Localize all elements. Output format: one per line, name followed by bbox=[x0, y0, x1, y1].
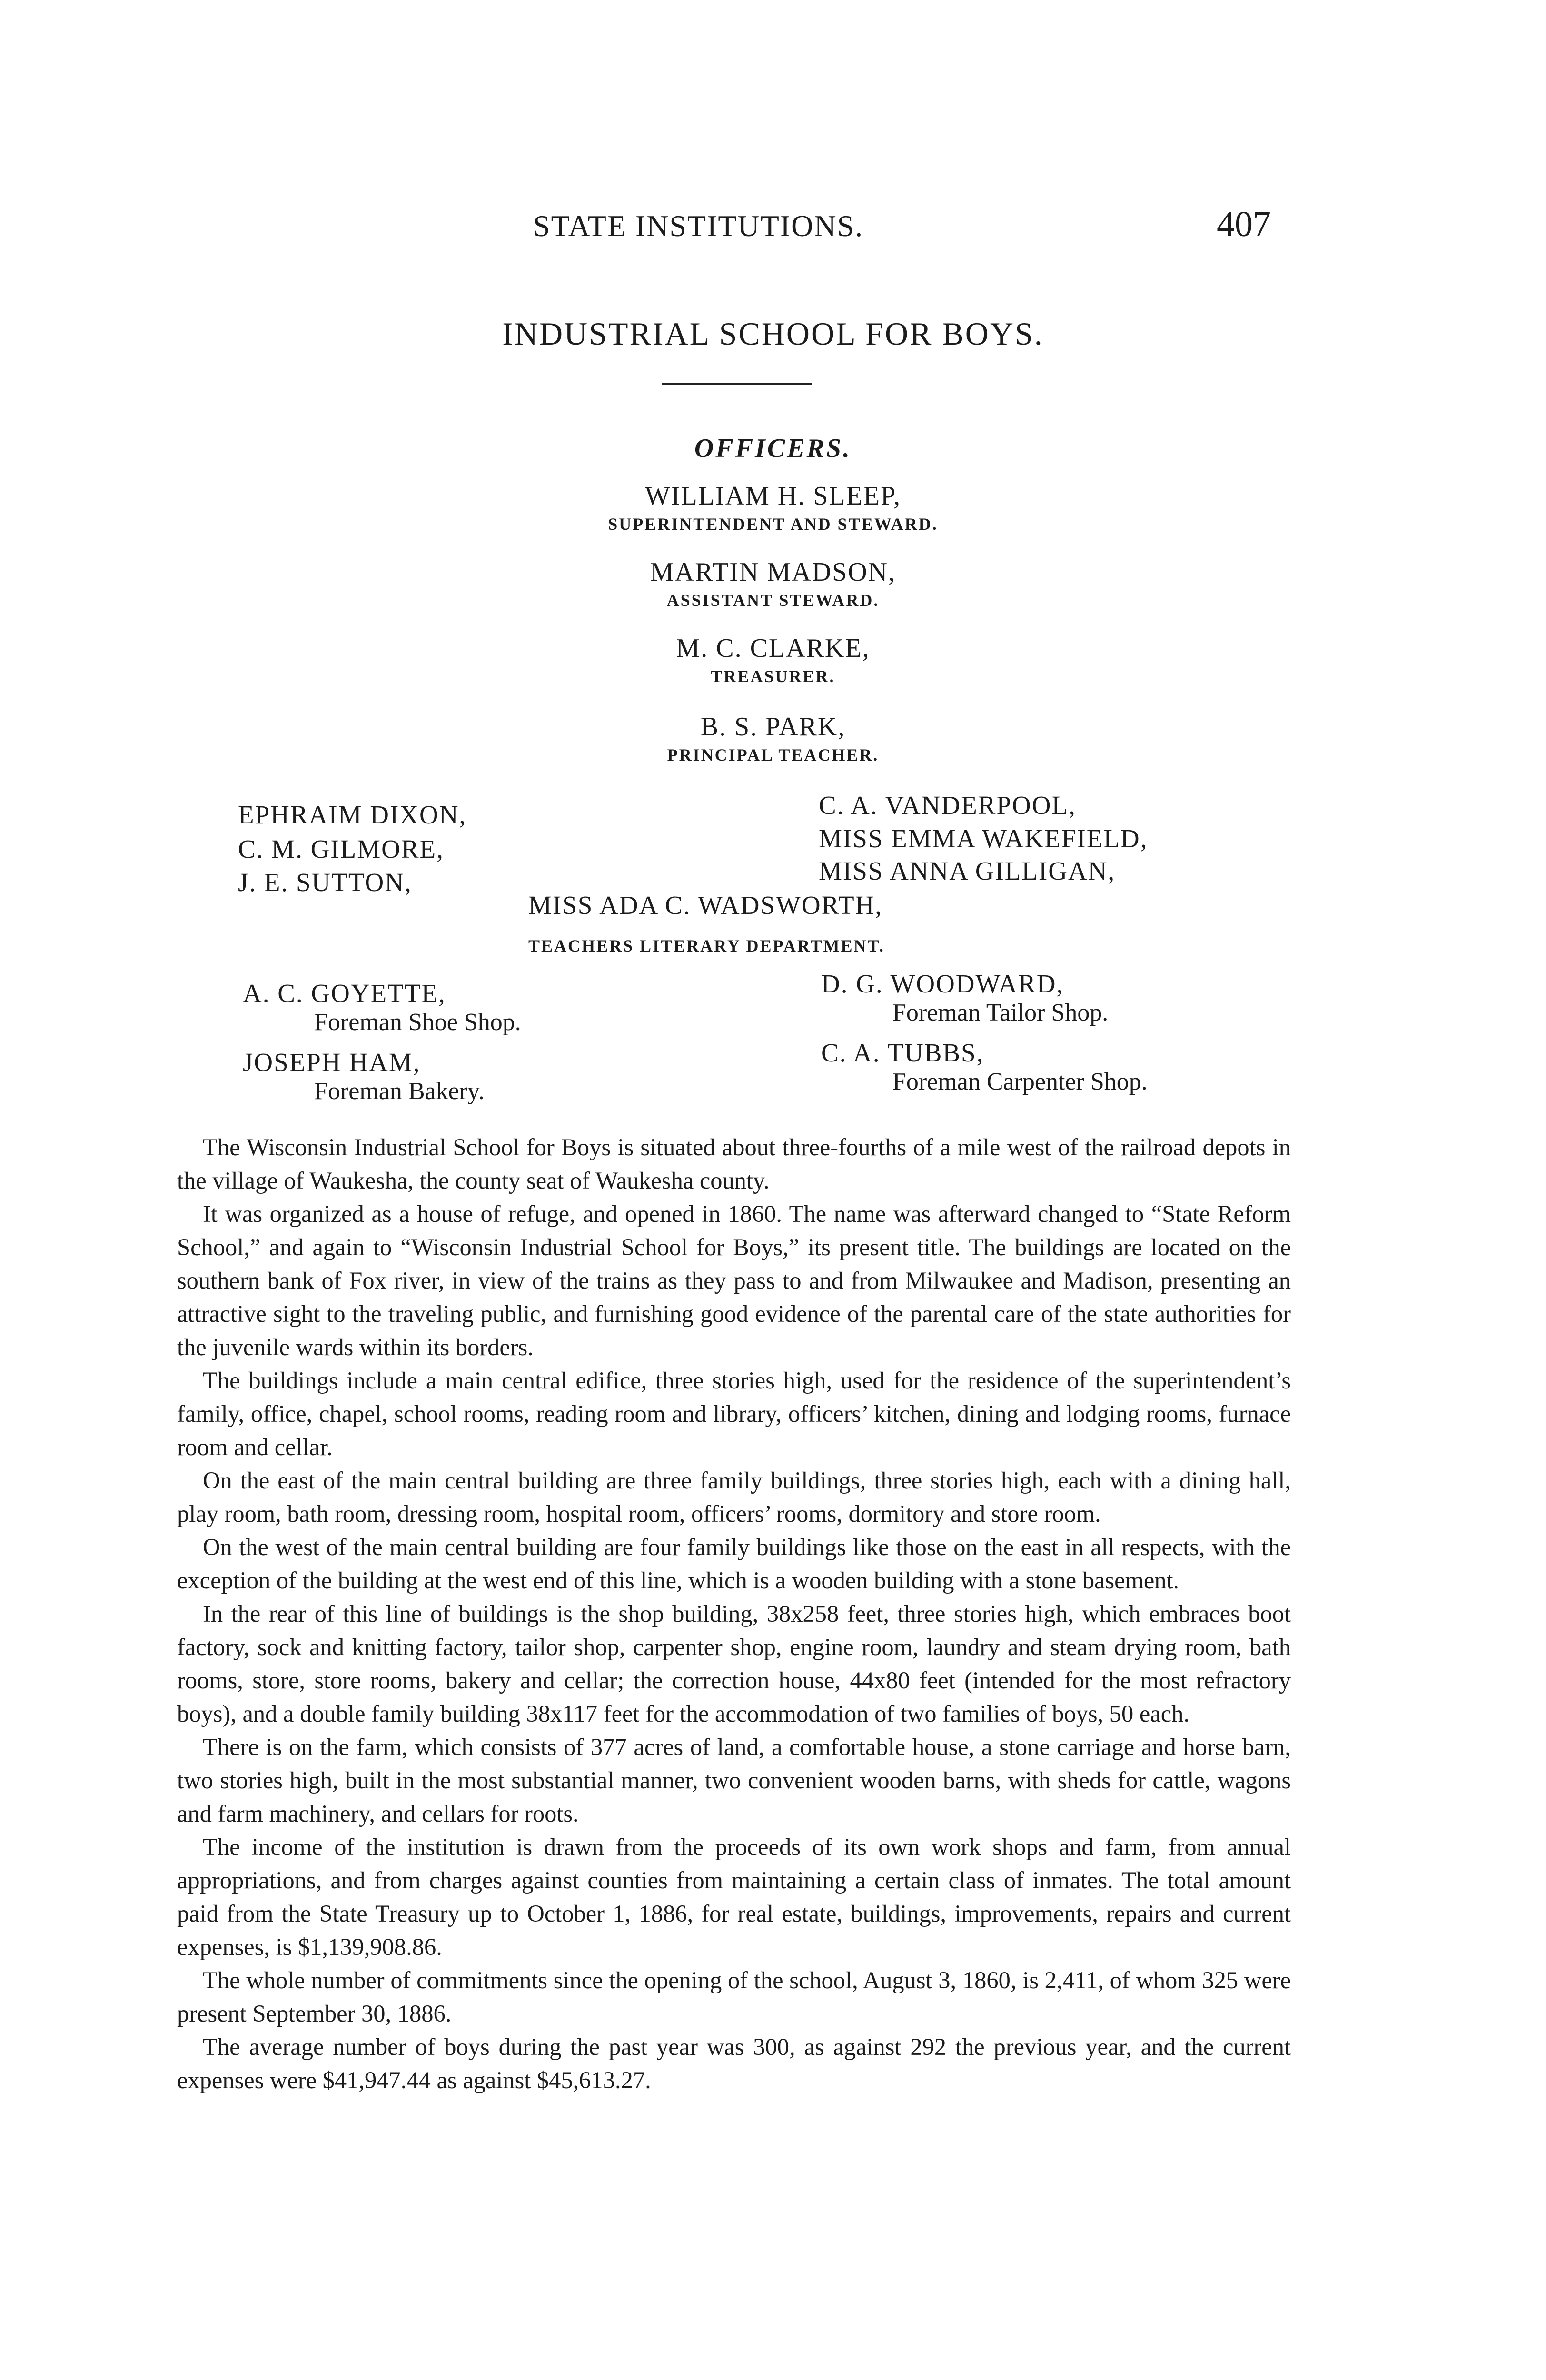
body-text bbox=[177, 1130, 1291, 2097]
teacher-name: EPHRAIM DIXON, bbox=[238, 800, 467, 829]
paragraph: The income of the institution is drawn from the proceeds of its own work shops and farm, from annual appropriations, and from charges against counties from maintaining a certain class of inmates. The total amount paid from the State Treasury up to October 1, 1886, for real estate, buildings, improvements, repairs and current expenses, is $1,139,908.86. bbox=[177, 1834, 1291, 1960]
foreman-role: Foreman Bakery. bbox=[314, 1078, 485, 1105]
officer-entry bbox=[0, 481, 1546, 534]
foreman-role: Foreman Tailor Shop. bbox=[892, 999, 1109, 1026]
foreman-name: C. A. TUBBS, bbox=[821, 1038, 984, 1067]
paragraph: In the rear of this line of buildings is the shop building, 38x258 feet, three stories high, which embraces boot factory, sock and knitting factory, tailor shop, carpenter shop, engine room, laundry and steam drying room, bath rooms, store, store rooms, bakery and cellar; the correction house, 44x80 feet (intended for the most refractory boys), and a double family building 38x117 feet for the accommodation of two families of boys, 50 each. bbox=[177, 1600, 1291, 1727]
paragraph: On the east of the main central building are three family buildings, three stories high, each with a dining hall, play room, bath room, dressing room, hospital room, officers’ rooms, dormitory and store room. bbox=[177, 1467, 1291, 1527]
officer-title: SUPERINTENDENT AND STEWARD. bbox=[608, 515, 938, 534]
officer-entry bbox=[0, 633, 1546, 686]
paragraph: The buildings include a main central edifice, three stories high, used for the residence of the superintendent’s family, office, chapel, school rooms, reading room and library, officers’ kitchen, dining and lodging rooms, furnace room and cellar. bbox=[177, 1367, 1291, 1460]
paragraph: It was organized as a house of refuge, and opened in 1860. The name was afterward changed to “State Reform School,” and again to “Wisconsin Industrial School for Boys,” its present title. The buildings are located on the southern bank of Fox river, in view of the trains as they pass to and from Milwaukee and Madison, presenting an attractive sight to the traveling public, and furnishing good evidence of the parental care of the state authorities for the juvenile wards within its borders. bbox=[177, 1200, 1291, 1360]
running-head: STATE INSTITUTIONS. bbox=[533, 209, 864, 243]
officer-title: PRINCIPAL TEACHER. bbox=[667, 745, 879, 764]
foreman-entry bbox=[821, 969, 1108, 1027]
foreman-name: A. C. GOYETTE, bbox=[243, 979, 446, 1008]
foreman-entry bbox=[821, 1038, 1148, 1096]
foreman-name: D. G. WOODWARD, bbox=[821, 969, 1064, 998]
officer-title: TREASURER. bbox=[711, 667, 835, 686]
teacher-name: J. E. SUTTON, bbox=[238, 868, 412, 897]
foreman-entry bbox=[243, 1047, 485, 1105]
teacher-name: MISS ANNA GILLIGAN, bbox=[819, 856, 1116, 885]
officer-title: ASSISTANT STEWARD. bbox=[666, 591, 880, 610]
officer-name: MARTIN MADSON, bbox=[650, 557, 896, 587]
paragraph: The Wisconsin Industrial School for Boys is situated about three-fourths of a mile west of the railroad depots in the village of Waukesha, the county seat of Waukesha county. bbox=[177, 1134, 1291, 1194]
teacher-name: C. A. VANDERPOOL, bbox=[819, 791, 1076, 820]
officer-name: B. S. PARK, bbox=[700, 712, 846, 742]
teacher-name: C. M. GILMORE, bbox=[238, 834, 444, 863]
paragraph: The average number of boys during the past year was 300, as against 292 the previous year, and the current expenses were $41,947.44 as against $45,613.27. bbox=[177, 2033, 1291, 2093]
title-rule bbox=[662, 383, 812, 385]
paragraph: On the west of the main central building are four family buildings like those on the east in all respects, with the exception of the building at the west end of this line, which is a wooden building with a stone basement. bbox=[177, 1534, 1291, 1594]
page-number: 407 bbox=[1217, 204, 1271, 244]
paragraph: The whole number of commitments since the opening of the school, August 3, 1860, is 2,411, of whom 325 were present September 30, 1886. bbox=[177, 1967, 1291, 2027]
teacher-name: MISS ADA C. WADSWORTH, bbox=[528, 891, 883, 920]
paragraph: There is on the farm, which consists of 377 acres of land, a comfortable house, a stone carriage and horse barn, two stories high, built in the most substantial manner, two convenient wooden barns, with sheds for cattle, wagons and farm machinery, and cellars for roots. bbox=[177, 1734, 1291, 1827]
foreman-entry bbox=[243, 978, 521, 1036]
page-title: INDUSTRIAL SCHOOL FOR BOYS. bbox=[502, 316, 1044, 352]
foreman-role: Foreman Carpenter Shop. bbox=[892, 1068, 1148, 1095]
officers-heading: OFFICERS. bbox=[694, 434, 852, 463]
officer-name: WILLIAM H. SLEEP, bbox=[645, 481, 901, 511]
teacher-name: MISS EMMA WAKEFIELD, bbox=[819, 824, 1148, 853]
officer-name: M. C. CLARKE, bbox=[676, 634, 870, 663]
officer-entry bbox=[0, 557, 1546, 610]
officer-entry bbox=[0, 712, 1546, 765]
foreman-name: JOSEPH HAM, bbox=[243, 1048, 421, 1077]
foreman-role: Foreman Shoe Shop. bbox=[314, 1009, 521, 1036]
department-label: TEACHERS LITERARY DEPARTMENT. bbox=[528, 936, 885, 955]
